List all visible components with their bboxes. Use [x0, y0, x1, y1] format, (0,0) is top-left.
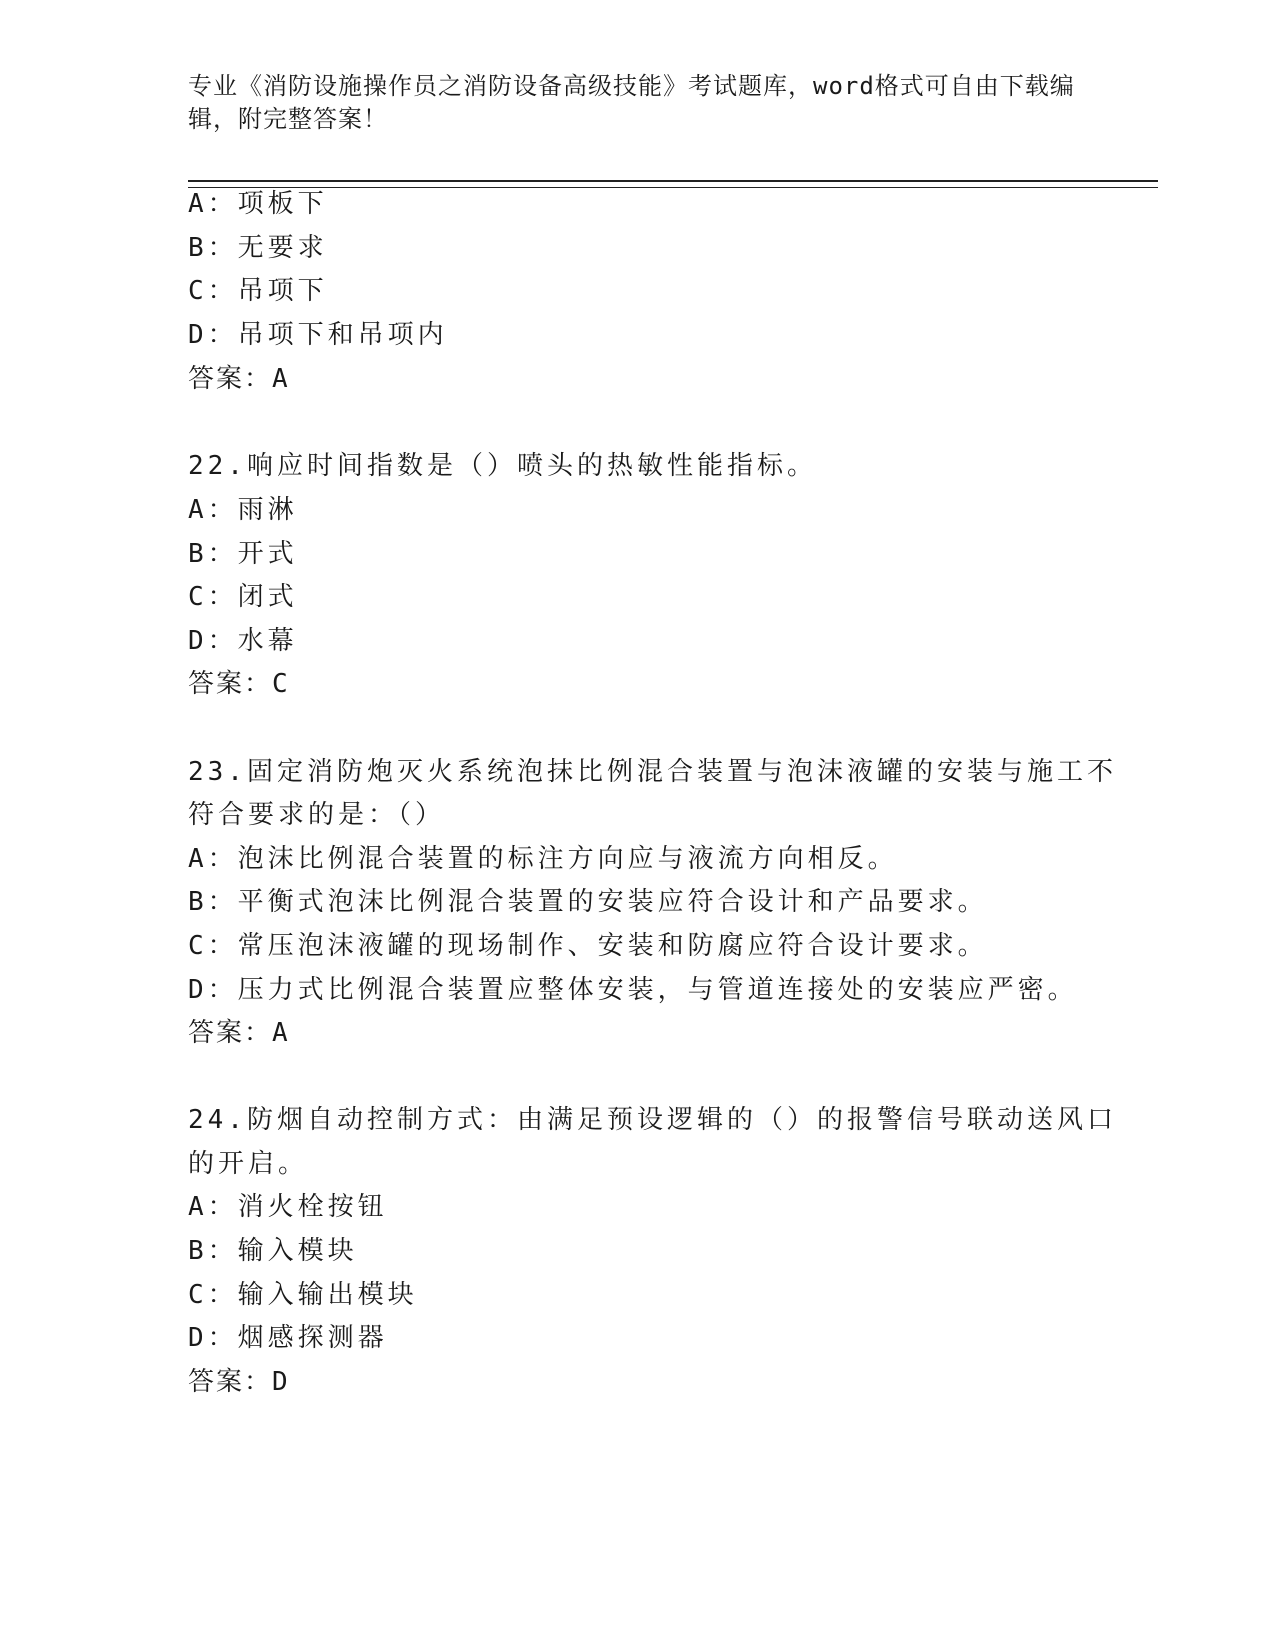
q22-option-a: A：雨淋 [188, 495, 298, 525]
q21-option-b: B：无要求 [188, 233, 328, 263]
q24-option-c: C：输入输出模块 [188, 1280, 418, 1310]
q21-answer: 答案：A [188, 364, 290, 394]
q22-option-d: D：水幕 [188, 626, 298, 656]
q22-question: 22.响应时间指数是（）喷头的热敏性能指标。 [188, 451, 817, 481]
q23-option-c: C：常压泡沫液罐的现场制作、安装和防腐应符合设计要求。 [188, 931, 988, 961]
q24-question-line-2: 的开启。 [188, 1149, 309, 1179]
q22-option-c: C：闭式 [188, 582, 298, 612]
q24-option-b: B：输入模块 [188, 1236, 358, 1266]
header-divider [188, 180, 1158, 188]
q22-answer: 答案：C [188, 669, 290, 699]
q21-option-d: D：吊项下和吊项内 [188, 320, 448, 350]
q23-answer: 答案：A [188, 1018, 290, 1048]
header-line-1: 专业《消防设施操作员之消防设备高级技能》考试题库，word格式可自由下载编 [188, 72, 1075, 100]
q22-option-b: B：开式 [188, 539, 298, 569]
q24-option-d: D：烟感探测器 [188, 1323, 388, 1353]
document-header [188, 70, 1088, 136]
header-line-2: 辑，附完整答案！ [188, 105, 388, 133]
q23-option-a: A：泡沫比例混合装置的标注方向应与液流方向相反。 [188, 844, 898, 874]
q23-option-d: D：压力式比例混合装置应整体安装，与管道连接处的安装应严密。 [188, 975, 1078, 1005]
q24-question-line-1: 24.防烟自动控制方式：由满足预设逻辑的（）的报警信号联动送风口 [188, 1105, 1117, 1135]
q23-option-b: B：平衡式泡沫比例混合装置的安装应符合设计和产品要求。 [188, 887, 988, 917]
q24-answer: 答案：D [188, 1367, 290, 1397]
q23-question-line-2: 符合要求的是：（） [188, 800, 446, 830]
q21-option-a: A：项板下 [188, 189, 328, 219]
q21-option-c: C：吊项下 [188, 276, 328, 306]
q24-option-a: A：消火栓按钮 [188, 1192, 388, 1222]
q23-question-line-1: 23.固定消防炮灭火系统泡抹比例混合装置与泡沫液罐的安装与施工不 [188, 757, 1117, 787]
